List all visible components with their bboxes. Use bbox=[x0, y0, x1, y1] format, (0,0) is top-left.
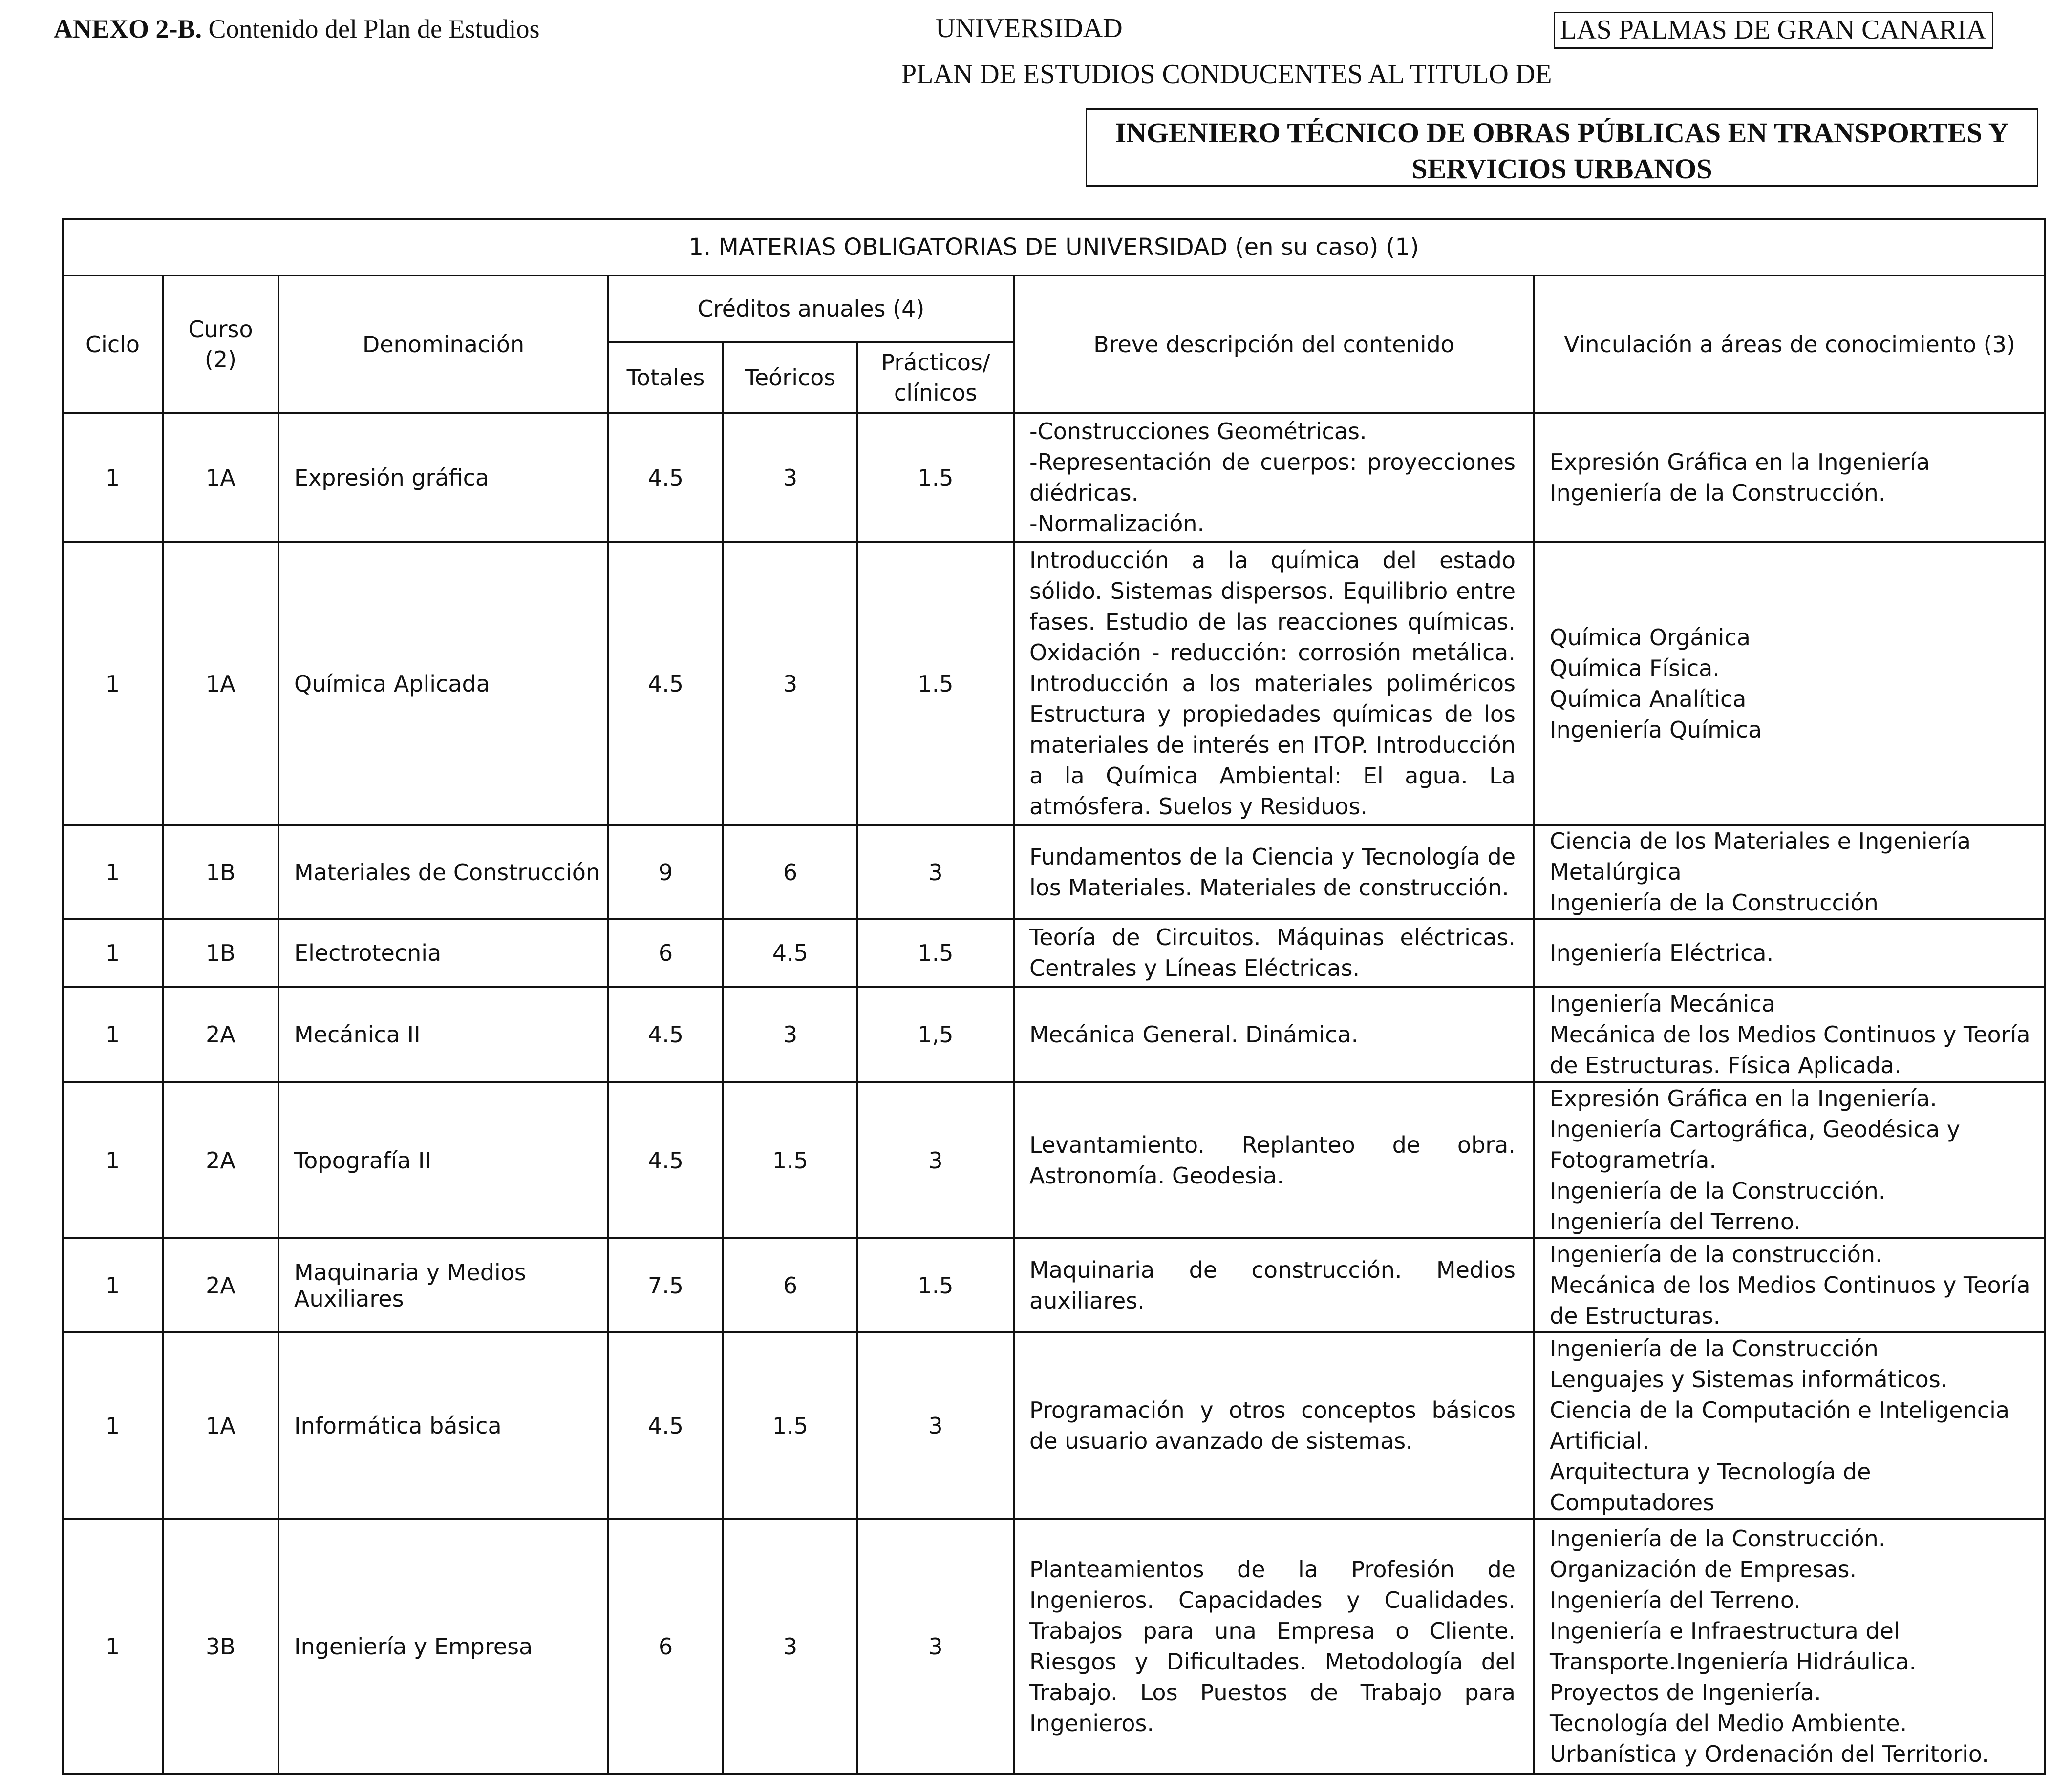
degree-title-box bbox=[1086, 108, 2038, 187]
cell-ciclo: 1 bbox=[63, 413, 163, 542]
cell-curso: 3B bbox=[163, 1519, 278, 1774]
cell-curso: 1B bbox=[163, 919, 278, 987]
cell-curso: 1B bbox=[163, 825, 278, 919]
descripcion-line: -Representación de cuerpos: proyecciones diédricas. bbox=[1029, 449, 1516, 506]
table-row bbox=[63, 1332, 2045, 1519]
cell-practicos: 3 bbox=[857, 1082, 1014, 1238]
area-line: Ingeniería de la Construcción. bbox=[1550, 1178, 1886, 1204]
degree-title-line-2: SERVICIOS URBANOS bbox=[1411, 153, 1712, 185]
cell-teoricos: 4.5 bbox=[723, 919, 857, 987]
table-row bbox=[63, 987, 2045, 1082]
descripcion-line: -Normalización. bbox=[1029, 510, 1205, 537]
section-title: 1. MATERIAS OBLIGATORIAS DE UNIVERSIDAD (en su caso) (1) bbox=[63, 219, 2045, 275]
cell-descripcion bbox=[1014, 1238, 1534, 1332]
area-line: Urbanística y Ordenación del Territorio. bbox=[1550, 1741, 1989, 1767]
cell-denominacion: Ingeniería y Empresa bbox=[278, 1519, 608, 1774]
table-row bbox=[63, 1082, 2045, 1238]
cell-teoricos: 1.5 bbox=[723, 1082, 857, 1238]
cell-denominacion: Materiales de Construcción bbox=[278, 825, 608, 919]
curso-label: Curso bbox=[188, 316, 253, 342]
cell-vinculacion bbox=[1534, 987, 2045, 1082]
cell-curso: 1A bbox=[163, 542, 278, 825]
col-header-descripcion: Breve descripción del contenido bbox=[1014, 275, 1534, 413]
cell-ciclo: 1 bbox=[63, 1519, 163, 1774]
clinicos-label: clínicos bbox=[894, 380, 978, 406]
cell-vinculacion bbox=[1534, 825, 2045, 919]
cell-vinculacion bbox=[1534, 919, 2045, 987]
table-row bbox=[63, 1519, 2045, 1774]
cell-totales: 4.5 bbox=[608, 1082, 723, 1238]
cell-vinculacion bbox=[1534, 1519, 2045, 1774]
cell-practicos: 1,5 bbox=[857, 987, 1014, 1082]
cell-curso: 2A bbox=[163, 1238, 278, 1332]
area-line: Ingeniería Cartográfica, Geodésica y Fotogrametría. bbox=[1550, 1116, 1961, 1173]
cell-ciclo: 1 bbox=[63, 542, 163, 825]
area-line: Ingeniería Eléctrica. bbox=[1550, 939, 1774, 966]
area-line: Mecánica de los Medios Continuos y Teoría de Estructuras. bbox=[1550, 1272, 2030, 1329]
area-line: Proyectos de Ingeniería. bbox=[1550, 1679, 1821, 1706]
descripcion-line: -Construcciones Geométricas. bbox=[1029, 418, 1367, 444]
table-row bbox=[63, 825, 2045, 919]
cell-teoricos: 3 bbox=[723, 542, 857, 825]
subjects-body bbox=[63, 413, 2045, 1774]
cell-descripcion bbox=[1014, 987, 1534, 1082]
cell-practicos: 1.5 bbox=[857, 542, 1014, 825]
university-label: UNIVERSIDAD bbox=[936, 13, 1123, 43]
cell-teoricos: 6 bbox=[723, 1238, 857, 1332]
cell-practicos: 3 bbox=[857, 1332, 1014, 1519]
cell-totales: 4.5 bbox=[608, 987, 723, 1082]
area-line: Ingeniería de la Construcción bbox=[1550, 1335, 1879, 1362]
curso-note: (2) bbox=[204, 346, 237, 373]
cell-ciclo: 1 bbox=[63, 1238, 163, 1332]
cell-vinculacion bbox=[1534, 1238, 2045, 1332]
annex-label: ANEXO 2-B. bbox=[54, 14, 202, 43]
area-line: Ingeniería de la Construcción bbox=[1550, 889, 1879, 916]
area-line: Lenguajes y Sistemas informáticos. bbox=[1550, 1366, 1948, 1393]
cell-denominacion: Electrotecnia bbox=[278, 919, 608, 987]
area-line: Ingeniería Mecánica bbox=[1550, 990, 1775, 1017]
col-header-denominacion: Denominación bbox=[278, 275, 608, 413]
cell-descripcion bbox=[1014, 542, 1534, 825]
area-line: Ciencia de la Computación e Inteligencia Artificial. bbox=[1550, 1397, 2010, 1454]
col-header-teoricos: Teóricos bbox=[723, 342, 857, 413]
cell-ciclo: 1 bbox=[63, 919, 163, 987]
cell-vinculacion bbox=[1534, 413, 2045, 542]
table-row bbox=[63, 1238, 2045, 1332]
col-header-ciclo: Ciclo bbox=[63, 275, 163, 413]
area-line: Química Orgánica bbox=[1550, 624, 1751, 651]
university-name-box: LAS PALMAS DE GRAN CANARIA bbox=[1554, 12, 1993, 49]
cell-denominacion: Química Aplicada bbox=[278, 542, 608, 825]
cell-practicos: 1.5 bbox=[857, 919, 1014, 987]
cell-descripcion bbox=[1014, 825, 1534, 919]
col-header-vinculacion: Vinculación a áreas de conocimiento (3) bbox=[1534, 275, 2045, 413]
annex-heading bbox=[54, 14, 539, 44]
descripcion-line: Levantamiento. Replanteo de obra. Astronomía. Geodesia. bbox=[1029, 1131, 1516, 1189]
cell-curso: 2A bbox=[163, 1082, 278, 1238]
area-line: Mecánica de los Medios Continuos y Teoría de Estructuras. Física Aplicada. bbox=[1550, 1021, 2030, 1078]
col-header-totales: Totales bbox=[608, 342, 723, 413]
area-line: Ingeniería de la construcción. bbox=[1550, 1241, 1882, 1268]
cell-denominacion: Maquinaria y Medios Auxiliares bbox=[278, 1238, 608, 1332]
cell-totales: 6 bbox=[608, 1519, 723, 1774]
cell-vinculacion bbox=[1534, 542, 2045, 825]
cell-ciclo: 1 bbox=[63, 1082, 163, 1238]
cell-practicos: 3 bbox=[857, 825, 1014, 919]
table-row bbox=[63, 413, 2045, 542]
cell-teoricos: 3 bbox=[723, 987, 857, 1082]
descripcion-line: Planteamientos de la Profesión de Ingenieros. Capacidades y Cualidades. Trabajos para una Empresa o Cliente. Riesgos y Dificultades. Metodología del Trabajo. Los Puestos de Trabajo para Ingenieros. bbox=[1029, 1556, 1516, 1736]
descripcion-line: Maquinaria de construcción. Medios auxiliares. bbox=[1029, 1256, 1516, 1314]
cell-curso: 1A bbox=[163, 413, 278, 542]
area-line: Ingeniería de la Construcción. bbox=[1550, 1525, 1886, 1552]
cell-denominacion: Topografía II bbox=[278, 1082, 608, 1238]
area-line: Organización de Empresas. bbox=[1550, 1556, 1857, 1583]
cell-practicos: 1.5 bbox=[857, 413, 1014, 542]
plan-heading: PLAN DE ESTUDIOS CONDUCENTES AL TITULO DE bbox=[901, 59, 1552, 89]
cell-ciclo: 1 bbox=[63, 825, 163, 919]
cell-descripcion bbox=[1014, 1332, 1534, 1519]
cell-totales: 4.5 bbox=[608, 413, 723, 542]
practicos-label: Prácticos/ bbox=[881, 349, 990, 376]
area-line: Ingeniería del Terreno. bbox=[1550, 1587, 1801, 1613]
cell-ciclo: 1 bbox=[63, 1332, 163, 1519]
cell-teoricos: 3 bbox=[723, 1519, 857, 1774]
descripcion-line: Mecánica General. Dinámica. bbox=[1029, 1021, 1359, 1048]
cell-denominacion: Mecánica II bbox=[278, 987, 608, 1082]
cell-totales: 4.5 bbox=[608, 1332, 723, 1519]
cell-vinculacion bbox=[1534, 1332, 2045, 1519]
area-line: Arquitectura y Tecnología de Computadores bbox=[1550, 1458, 1871, 1516]
cell-descripcion bbox=[1014, 413, 1534, 542]
area-line: Química Analítica bbox=[1550, 685, 1747, 712]
cell-ciclo: 1 bbox=[63, 987, 163, 1082]
descripcion-line: Fundamentos de la Ciencia y Tecnología de los Materiales. Materiales de construcción. bbox=[1029, 843, 1516, 901]
cell-teoricos: 6 bbox=[723, 825, 857, 919]
area-line: Ingeniería del Terreno. bbox=[1550, 1208, 1801, 1235]
cell-curso: 2A bbox=[163, 987, 278, 1082]
cell-teoricos: 3 bbox=[723, 413, 857, 542]
cell-curso: 1A bbox=[163, 1332, 278, 1519]
cell-practicos: 1.5 bbox=[857, 1238, 1014, 1332]
area-line: Expresión Gráfica en la Ingeniería bbox=[1550, 449, 1930, 475]
cell-vinculacion bbox=[1534, 1082, 2045, 1238]
col-header-curso bbox=[163, 275, 278, 413]
cell-denominacion: Informática básica bbox=[278, 1332, 608, 1519]
cell-denominacion: Expresión gráfica bbox=[278, 413, 608, 542]
subjects-table bbox=[62, 218, 2046, 1775]
col-header-creditos: Créditos anuales (4) bbox=[608, 275, 1014, 342]
descripcion-line: Programación y otros conceptos básicos de usuario avanzado de sistemas. bbox=[1029, 1397, 1516, 1454]
cell-teoricos: 1.5 bbox=[723, 1332, 857, 1519]
annex-subtitle: Contenido del Plan de Estudios bbox=[202, 14, 540, 43]
cell-descripcion bbox=[1014, 1519, 1534, 1774]
descripcion-line: Teoría de Circuitos. Máquinas eléctricas. Centrales y Líneas Eléctricas. bbox=[1029, 924, 1516, 981]
area-line: Ciencia de los Materiales e Ingeniería Metalúrgica bbox=[1550, 828, 1971, 885]
cell-descripcion bbox=[1014, 919, 1534, 987]
col-header-practicos bbox=[857, 342, 1014, 413]
area-line: Ingeniería e Infraestructura del Transporte.Ingeniería Hidráulica. bbox=[1550, 1618, 1917, 1675]
cell-totales: 7.5 bbox=[608, 1238, 723, 1332]
area-line: Ingeniería Química bbox=[1550, 716, 1762, 743]
descripcion-line: Introducción a la química del estado sólido. Sistemas dispersos. Equilibrio entre fases. Estudio de las reacciones químicas. Oxidación - reducción: corrosión metálica. Introducción a los materiales poliméricos Estructura y propiedades químicas de los materiales de interés en ITOP. Introducción a la Química Ambiental: El agua. La atmósfera. Suelos y Residuos. bbox=[1029, 547, 1516, 820]
area-line: Ingeniería de la Construcción. bbox=[1550, 480, 1886, 506]
table-row bbox=[63, 919, 2045, 987]
cell-totales: 4.5 bbox=[608, 542, 723, 825]
cell-totales: 6 bbox=[608, 919, 723, 987]
degree-title-line-1: INGENIERO TÉCNICO DE OBRAS PÚBLICAS EN TRANSPORTES Y bbox=[1115, 117, 2009, 148]
cell-descripcion bbox=[1014, 1082, 1534, 1238]
cell-practicos: 3 bbox=[857, 1519, 1014, 1774]
area-line: Expresión Gráfica en la Ingeniería. bbox=[1550, 1085, 1937, 1112]
area-line: Química Física. bbox=[1550, 655, 1720, 681]
cell-totales: 9 bbox=[608, 825, 723, 919]
area-line: Tecnología del Medio Ambiente. bbox=[1550, 1710, 1907, 1736]
table-row bbox=[63, 542, 2045, 825]
